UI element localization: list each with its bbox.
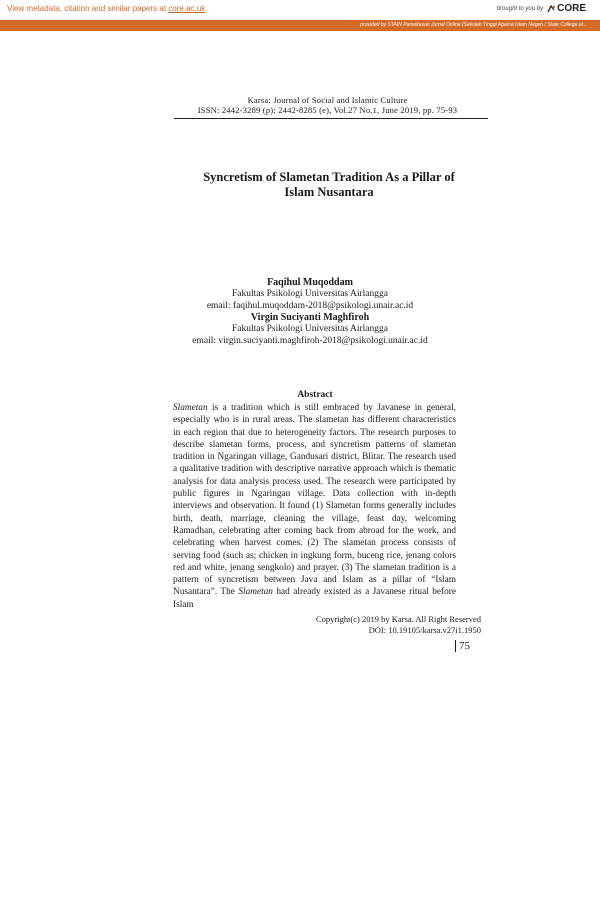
journal-header: [170, 95, 485, 115]
author-email: email: faqihul.muqoddam-2018@psikologi.unair.ac.id: [206, 300, 414, 311]
provider-bar[interactable]: provided by STAIN Pamekasan Jurnal Online (Sekolah Tinggi Agama Islam Negeri / State College of...: [0, 20, 600, 31]
core-brand: CORE: [557, 3, 586, 14]
paper-title-line2: Islam Nusantara: [284, 185, 374, 199]
abstract-text: had already existed as a Javanese ritual before Islam: [173, 587, 456, 610]
author-email: email: virgin.suciyanti.maghfiroh-2018@psikologi.unair.ac.id: [192, 335, 428, 346]
copyright-block: [260, 614, 481, 636]
abstract-heading: Abstract: [297, 390, 333, 400]
brought-to-you-by: [497, 3, 586, 14]
abstract-term: Slametan: [238, 587, 273, 598]
page-number-bar: [455, 640, 456, 652]
author-affiliation: Fakultas Psikologi Universitas Airlangga: [232, 324, 388, 335]
journal-meta: ISSN: 2442-3289 (p); 2442-8285 (e), Vol.27 No.1, June 2019, pp. 75-93: [197, 105, 458, 115]
author-name: Virgin Suciyanti Maghfiroh: [250, 312, 370, 324]
metadata-link-text: View metadata, citation and similar papers at: [7, 4, 169, 13]
header-rule: [174, 118, 488, 119]
paper-title: [170, 170, 488, 200]
core-logo[interactable]: [546, 3, 586, 14]
core-ac-uk-link[interactable]: core.ac.uk: [168, 4, 206, 13]
abstract-term: Slametan: [173, 403, 208, 413]
copyright-text: Copyright(c) 2019 by Karsa. All Right Reserved: [315, 614, 481, 624]
author-affiliation: Fakultas Psikologi Universitas Airlangga: [232, 288, 388, 299]
brought-to-you-text: brought to you by: [496, 5, 544, 12]
core-banner: [0, 0, 600, 20]
abstract-text: is a tradition which is still embraced by Javanese in general, especially who is in rural areas. The slametan has different characteristics in each region that due to heterogeneity factors. The research purposes to describe slametan forms, process, and syncretism patterns of slametan tradition in Ngaringan village, Gandusari district, Blitar. The research used a qualitative tradition with descriptive narrative approach which is thematic analysis for data analysis process used. The research were participated by public figures in Ngaringan village. Data collection with in-depth interviews and observation. It found (1) Slametan forms generally includes birth, death, marriage, cleaning the village, feast day, welcoming Ramadhan, celebrating after coming back from abroad for the work, and celebrating when harvest comes. (2) The slametan process consists of serving food (such as; chicken in ingkung form, buceng rice, jenang colors red and white, jenang sengkolo) and prayer. (3) The slametan tradition is a pattern of syncretism between Java and Islam as a pillar of “Islam Nusantara”. The: [173, 403, 456, 598]
metadata-link[interactable]: [7, 4, 205, 13]
author-name: Faqihul Muqoddam: [267, 277, 353, 288]
abstract-body: [173, 402, 456, 611]
doi-text: DOI: 10.19105/karsa.v27i1.1950: [368, 625, 481, 635]
journal-title: Karsa: Journal of Social and Islamic Culture: [247, 95, 408, 105]
core-logo-icon: [546, 4, 556, 14]
paper-title-line1: Syncretism of Slametan Tradition As a Pillar of: [203, 170, 455, 184]
author-block: [160, 277, 460, 348]
page-number-value: 75: [459, 640, 470, 652]
page-number: [455, 640, 470, 652]
